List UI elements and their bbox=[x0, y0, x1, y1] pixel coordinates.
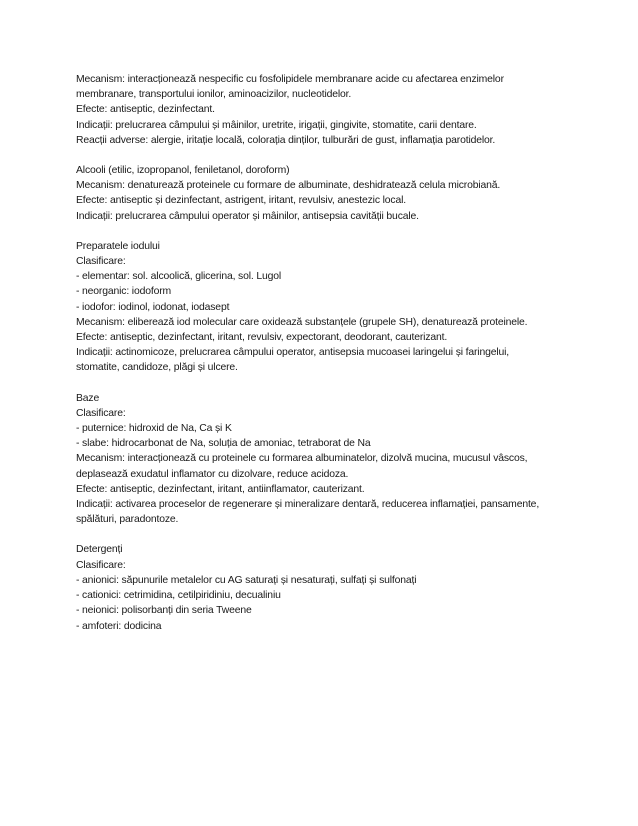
text-line: membranare, transportului ionilor, aminoacizilor, nucleotidelor. bbox=[76, 89, 352, 101]
list-item: - elementar: sol. alcoolică, glicerina, sol. Lugol bbox=[76, 271, 282, 283]
list-item: - iodofor: iodinol, iodonat, iodasept bbox=[76, 301, 230, 313]
list-item: - anionici: săpunurile metalelor cu AG saturați și nesaturați, sulfați și sulfonați bbox=[76, 574, 417, 586]
text-line: Efecte: antiseptic, dezinfectant, iritant, revulsiv, expectorant, deodorant, cauterizant. bbox=[76, 332, 448, 344]
text-line: Efecte: antiseptic, dezinfectant, iritant, antiinflamator, cauterizant. bbox=[76, 483, 365, 495]
text-line: Clasificare: bbox=[76, 559, 126, 571]
list-item: - puternice: hidroxid de Na, Ca și K bbox=[76, 423, 232, 435]
text-line: deplasează exudatul inflamator cu dizolvare, reduce acidoza. bbox=[76, 468, 349, 480]
section-heading: Alcooli (etilic, izopropanol, feniletanol, doroform) bbox=[76, 165, 290, 177]
text-line: Efecte: antiseptic și dezinfectant, astrigent, iritant, revulsiv, anestezic local. bbox=[76, 195, 406, 207]
section-detergenti bbox=[76, 542, 576, 633]
text-line: Mecanism: interacționează cu proteinele cu formarea albuminatelor, dizolvă mucina, mucusul vâscos, bbox=[76, 453, 528, 465]
list-item: - slabe: hidrocarbonat de Na, soluția de amoniac, tetraborat de Na bbox=[76, 438, 371, 450]
text-line: Mecanism: denaturează proteinele cu formare de albuminate, deshidratează celula microbiană. bbox=[76, 180, 501, 192]
text-line: Mecanism: interacționează nespecific cu fosfolipidele membranare acide cu afectarea enzimelor bbox=[76, 74, 504, 85]
text-line: spălături, paradontoze. bbox=[76, 514, 179, 526]
section-heading: Preparatele iodului bbox=[76, 240, 160, 252]
list-item: - neorganic: iodoform bbox=[76, 286, 172, 298]
text-line: Indicații: prelucrarea câmpului operator și mâinilor, antisepsia cavității bucale. bbox=[76, 210, 419, 222]
text-line: Clasificare: bbox=[76, 256, 126, 268]
list-item: - amfoteri: dodicina bbox=[76, 620, 162, 632]
list-item: - cationici: cetrimidina, cetilpiridiniu, decualiniu bbox=[76, 590, 281, 602]
section-heading: Detergenți bbox=[76, 544, 123, 556]
section-baze bbox=[76, 391, 576, 528]
text-line: Mecanism: eliberează iod molecular care oxidează substanțele (grupele SH), denaturează proteinele. bbox=[76, 316, 528, 328]
text-line: Indicații: actinomicoze, prelucrarea câmpului operator, antisepsia mucoasei laringelui și faringelui, bbox=[76, 347, 510, 359]
text-line: Efecte: antiseptic, dezinfectant. bbox=[76, 104, 215, 116]
section-heading: Baze bbox=[76, 392, 100, 404]
text-line: Indicații: prelucrarea câmpului și mâinilor, uretrite, irigații, gingivite, stomatite, carii dentare. bbox=[76, 119, 477, 131]
text-line: stomatite, candidoze, plăgi și ulcere. bbox=[76, 362, 238, 374]
text-line: Reacții adverse: alergie, iritație locală, colorația dinților, tulburări de gust, inflamația parotidelor. bbox=[76, 134, 496, 146]
section-alcooli bbox=[76, 163, 576, 224]
text-line: Indicații: activarea proceselor de regenerare și mineralizare dentară, reducerea inflamației, pansamente, bbox=[76, 499, 540, 511]
section-mechanism-effects bbox=[76, 72, 576, 148]
document-body bbox=[76, 72, 576, 649]
section-preparatele-iodului bbox=[76, 239, 576, 376]
text-line: Clasificare: bbox=[76, 407, 126, 419]
list-item: - neionici: polisorbanți din seria Tweene bbox=[76, 605, 252, 617]
